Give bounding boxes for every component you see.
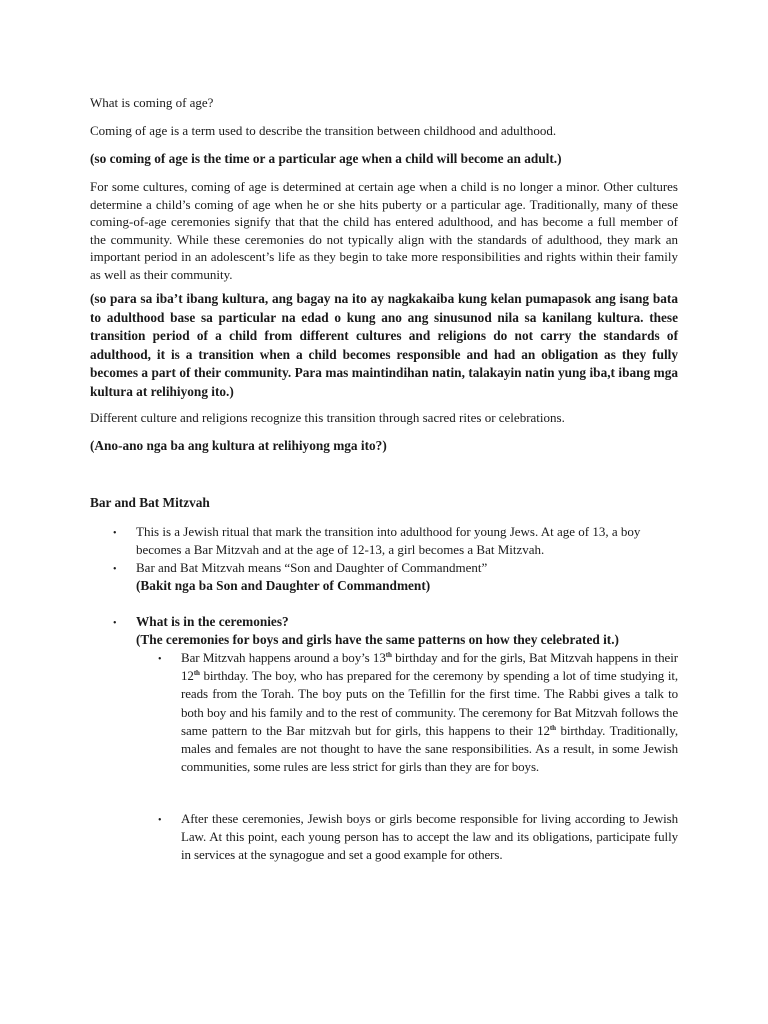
bullet-marker: •	[113, 528, 117, 539]
sub-bullet-ceremony-details	[181, 649, 678, 776]
sub-bullet-text: birthday. The boy, who has prepared for the ceremony by spending a lot of time studying it, reads from the Torah. The boy puts on the Tefillin for the first time. The Rabbi gives a talk to both boy and his family and to the rest of community. The ceremony for Bat Mitzvah follows the same pattern to the Bar mitzvah but for girls, this happens to their 12	[181, 668, 678, 738]
sub-bullet-text: Bar Mitzvah happens around a boy’s 13	[181, 650, 386, 665]
ordinal-suffix: th	[549, 723, 556, 732]
bullet-meaning-question: (Bakit nga ba Son and Daughter of Commandment)	[136, 578, 431, 593]
recognize-sentence: Different culture and religions recognize this transition through sacred rites or celebrations.	[90, 410, 565, 425]
definition-note: (so coming of age is the time or a particular age when a child will become an adult.)	[90, 151, 562, 166]
bullet-marker: •	[113, 618, 117, 629]
bullet-ceremonies-question: What is in the ceremonies?	[136, 614, 289, 629]
culture-note: (so para sa iba’t ibang kultura, ang bagay na ito ay nagkakaiba kung kelan pumapasok ang isang bata to adulthood base sa particular na edad o kung ano ang sinusunod nila sa kanilang kultura. these transition period of a child from different cultures and religions do not carry the standards of adulthood, it is a transition when a child becomes responsible and had an obligation as they fully becomes a part of their community. Para mas maintindihan natin, talakayin natin yung iba,t ibang mga kultura at relihiyong ito.)	[90, 291, 678, 399]
definition-text: Coming of age is a term used to describe the transition between childhood and adulthood.	[90, 123, 557, 138]
bullet-marker: •	[113, 564, 117, 575]
sub-bullet-marker: •	[158, 815, 162, 826]
sub-bullet-after-ceremonies: After these ceremonies, Jewish boys or girls become responsible for living according to Jewish Law. At this point, each young person has to accept the law and its obligations, participate fully in services at the synagogue and set a good example for others.	[181, 811, 678, 863]
bullet-ritual: This is a Jewish ritual that mark the transition into adulthood for young Jews. At age of 13, a boy becomes a Bar Mitzvah and at the age of 12-13, a girl becomes a Bat Mitzvah.	[136, 524, 641, 557]
sub-bullet-marker: •	[158, 654, 162, 665]
bullet-ceremonies-note: (The ceremonies for boys and girls have the same patterns on how they celebrated it.)	[136, 632, 619, 647]
recognize-question: (Ano-ano nga ba ang kultura at relihiyong mga ito?)	[90, 438, 387, 453]
sub-bullet-text: birthday and for the girls, Bat Mitzvah happens in their 12	[181, 650, 678, 684]
culture-paragraph: For some cultures, coming of age is determined at certain age when a child is no longer a minor. Other cultures determine a child’s coming of age when he or she hits puberty or a particular age. Traditionally, many of these coming-of-age ceremonies signify that that the child has entered adulthood, and has become a full member of the community. While these ceremonies do not typically align with the standards of adulthood, they mark an important period in an adolescent’s life as they begin to take more responsibilities and rights within their family as well as their community.	[90, 179, 678, 282]
heading-question: What is coming of age?	[90, 95, 214, 110]
section-title: Bar and Bat Mitzvah	[90, 495, 210, 510]
bullet-meaning: Bar and Bat Mitzvah means “Son and Daughter of Commandment”	[136, 560, 488, 575]
ordinal-suffix: th	[385, 651, 392, 659]
sub-bullet-text: birthday. Traditionally, males and females are not thought to have the sane responsibilities. As a result, in some Jewish communities, some rules are less strict for girls than they are for boys.	[181, 722, 678, 775]
ordinal-suffix: th	[193, 669, 200, 678]
